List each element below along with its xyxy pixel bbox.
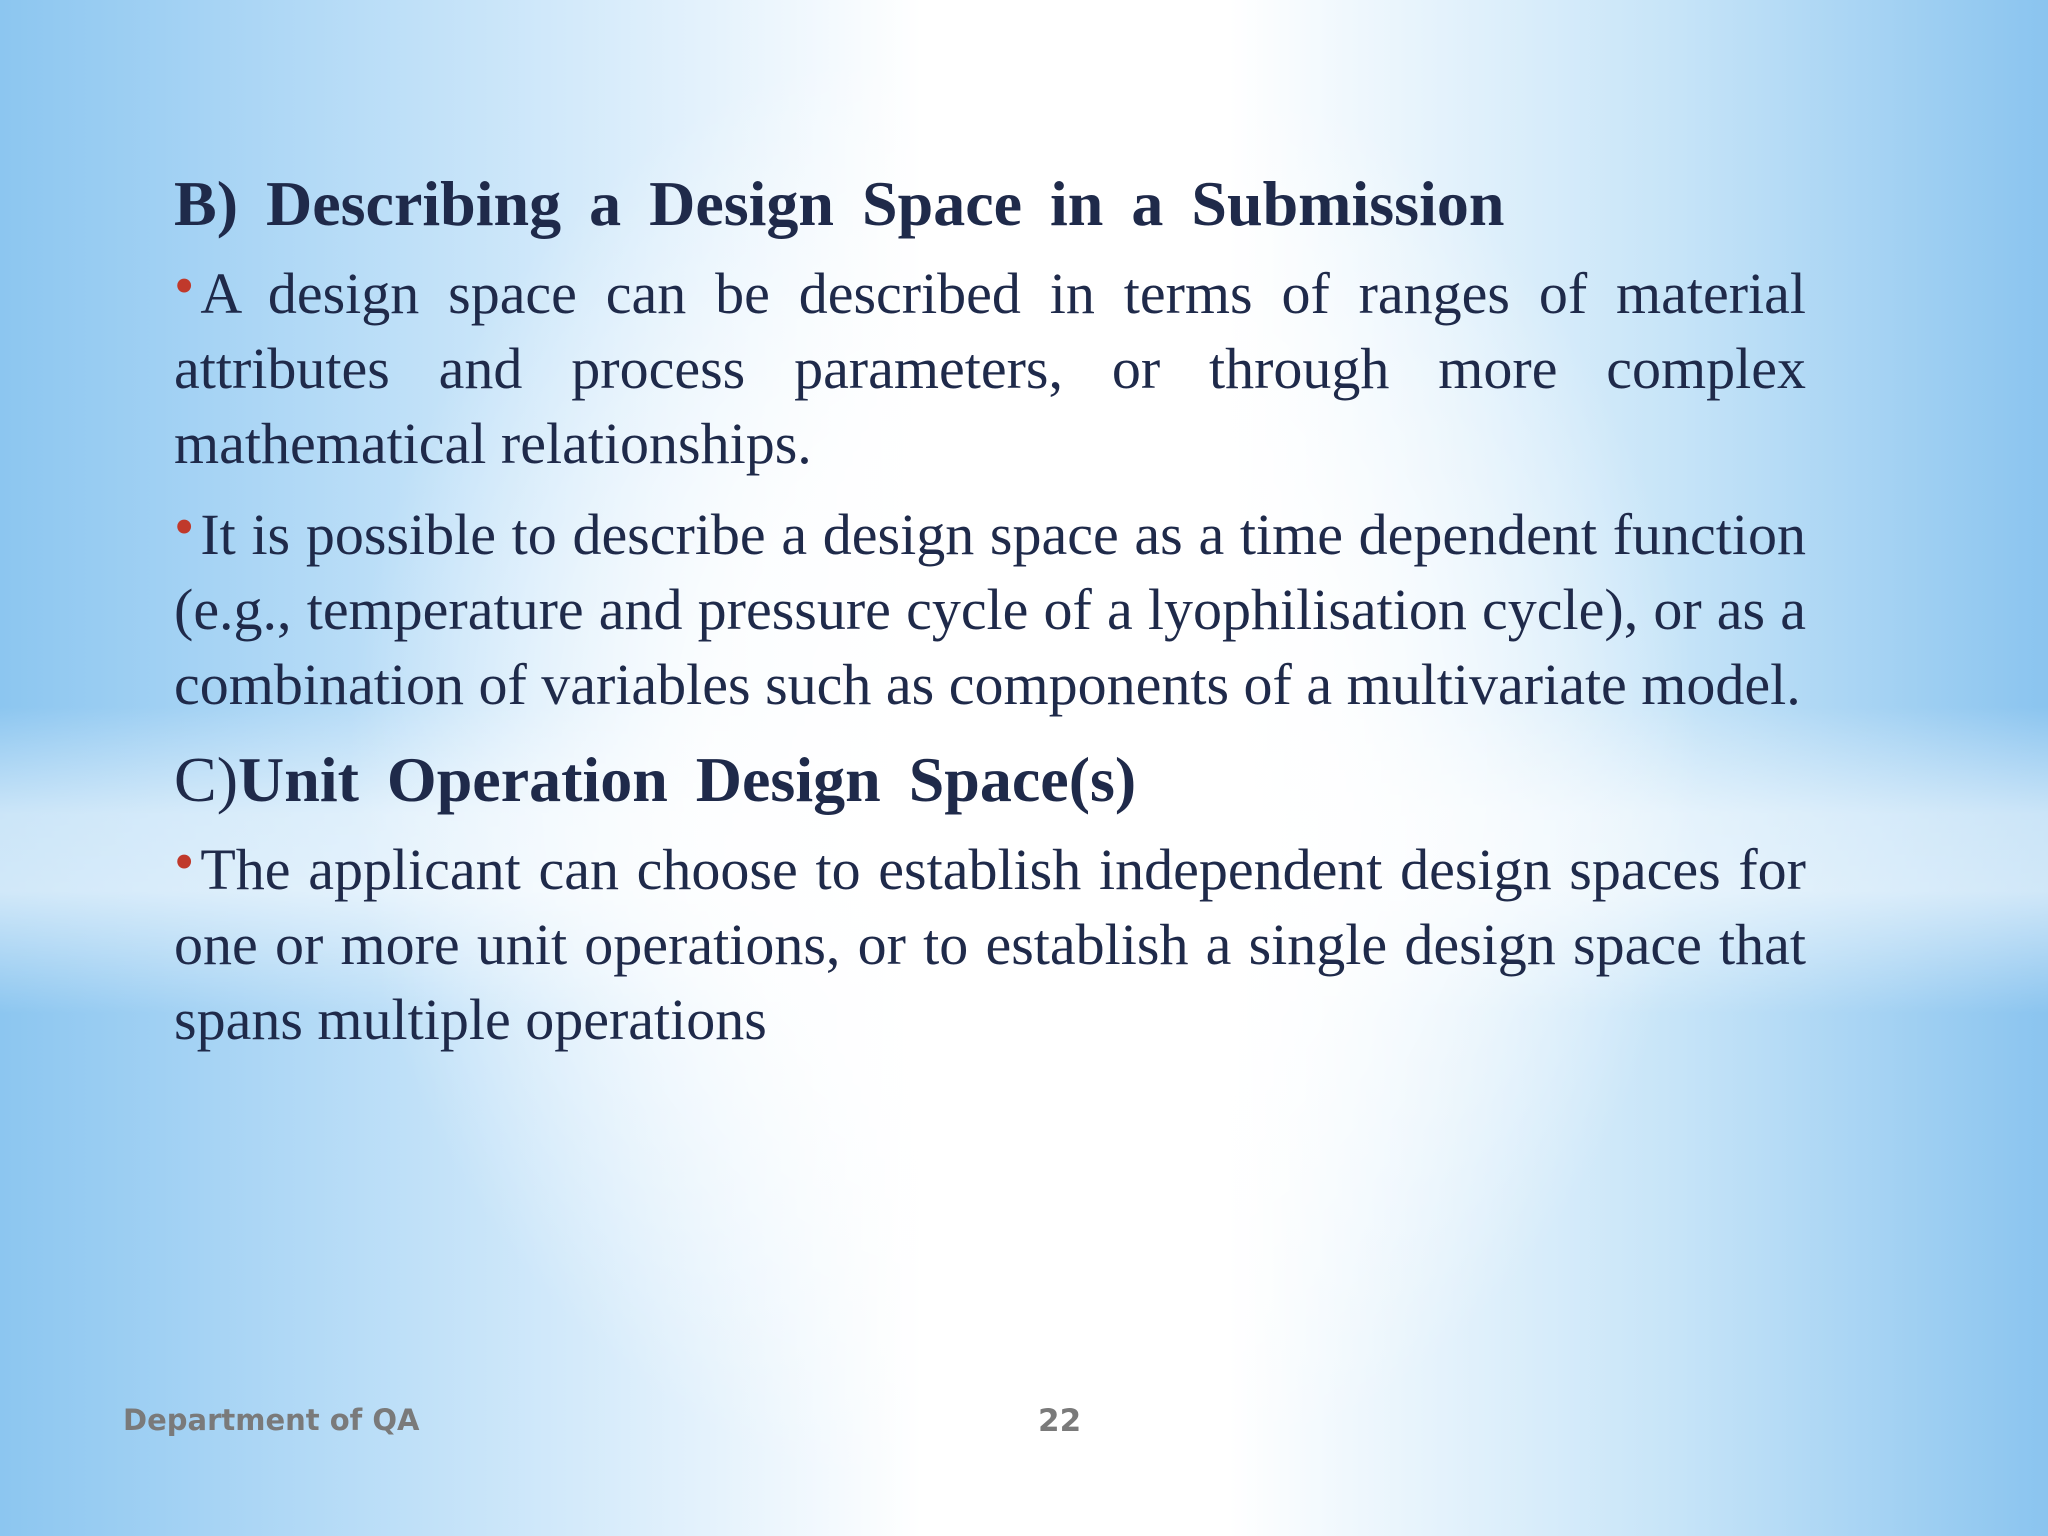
bullet-dot-icon: • — [174, 253, 195, 318]
slide-content — [174, 162, 1806, 1073]
section-b-heading — [174, 162, 1806, 246]
bullet-paragraph — [174, 253, 1806, 481]
bullet-dot-icon: • — [174, 829, 195, 894]
section-b-prefix: B) — [174, 168, 238, 239]
footer-department: Department of QA — [123, 1403, 420, 1437]
section-c-title: Unit Operation Design Space(s) — [238, 744, 1137, 815]
bullet-paragraph — [174, 494, 1806, 722]
bullet-text: The applicant can choose to establish independent design spaces for one or more unit operations, or to establish a single design space that spans multiple operations — [174, 837, 1806, 1052]
bullet-dot-icon: • — [174, 494, 195, 559]
bullet-paragraph — [174, 829, 1806, 1057]
bullet-text: A design space can be described in terms of ranges of material attributes and process parameters, or through more complex mathematical relationships. — [174, 261, 1806, 476]
page-number: 22 — [1038, 1403, 1082, 1439]
section-b-title: Describing a Design Space in a Submission — [266, 168, 1505, 239]
bullet-text: It is possible to describe a design space as a time dependent function (e.g., temperature and pressure cycle of a lyophilisation cycle), or as a combination of variables such as components of a multivariate model. — [174, 502, 1806, 717]
section-c-heading — [174, 738, 1806, 822]
section-c-prefix: C) — [174, 744, 238, 815]
